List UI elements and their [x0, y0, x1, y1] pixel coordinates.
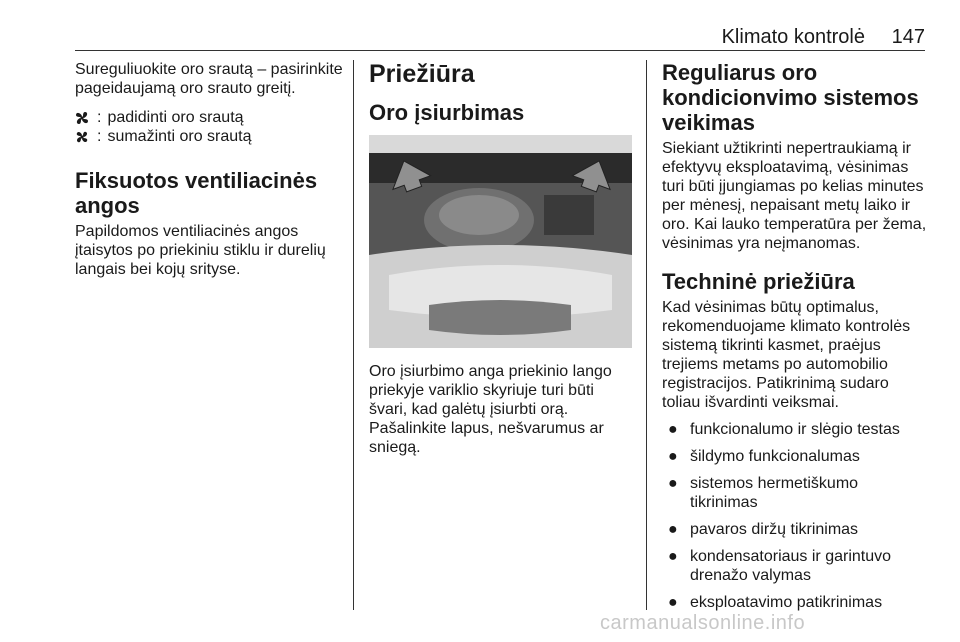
regular-operation-heading: Reguliarus oro kondicionvimo sistemos veikimas [662, 60, 919, 135]
bullet-dot: ● [668, 475, 678, 492]
list-item-text: funkcionalumo ir slėgio testas [690, 421, 900, 438]
bullet-dot: ● [668, 594, 678, 611]
bullet-dot: ● [668, 521, 678, 538]
service-heading: Techninė priežiūra [662, 269, 855, 294]
fan-decrease-icon [75, 130, 89, 144]
list-item [662, 474, 930, 512]
service-text: Kad vėsinimas būtų optimalus, rekomenduojame klimato kontrolės sistemą tikrinti kasmet, praėjus trejiems metams po automobilio registracijos. Patikrinimą sudaro toliau išvardinti veiksmai. [662, 299, 911, 411]
list-item [662, 420, 930, 439]
list-item [662, 593, 930, 612]
list-item [662, 547, 930, 585]
page-header [75, 26, 925, 50]
fan-decrease-row [75, 127, 345, 146]
column-2 [369, 60, 634, 457]
fan-decrease-label: sumažinti oro srautą [107, 128, 252, 145]
fixed-vents-heading: Fiksuotos ventiliacinės angos [75, 168, 318, 218]
fan-increase-row [75, 108, 345, 127]
watermark: carmanualsonline.info [600, 612, 806, 634]
air-intake-heading: Oro įsiurbimas [369, 100, 525, 125]
bullet-dot: ● [668, 548, 678, 565]
column-3 [662, 60, 930, 612]
list-item [662, 520, 930, 539]
fan-increase-icon [75, 111, 89, 125]
list-item-text: kondensatoriaus ir garintuvo drenažo valymas [690, 548, 892, 584]
fan-decrease-colon: : [97, 128, 102, 145]
list-item-text: šildymo funkcionalumas [690, 448, 860, 465]
bullet-dot: ● [668, 421, 678, 438]
service-checklist [662, 420, 930, 612]
fixed-vents-text: Papildomos ventiliacinės angos įtaisytos po priekiniu stiklu ir durelių langais bei kojų srityse. [75, 223, 326, 278]
regular-operation-text: Siekiant užtikrinti nepertraukiamą ir efektyvų eksploatavimą, vėsinimas turi būti įjungiamas po kelias minutes per mėnesį, nepaisant metų laiko ir oro. Kai lauko temperatūra per žema, vėsinimas yra neįmanomas. [662, 140, 927, 252]
list-item-text: pavaros diržų tikrinimas [690, 521, 859, 538]
fan-intro-text: Sureguliuokite oro srautą – pasirinkite pageidaujamą oro srauto greitį. [75, 61, 343, 97]
page-number: 147 [891, 26, 925, 48]
fan-increase-colon: : [97, 109, 102, 126]
header-title: Klimato kontrolė [721, 26, 865, 48]
list-item-text: sistemos hermetiškumo tikrinimas [690, 475, 859, 511]
bullet-dot: ● [668, 448, 678, 465]
list-item [662, 447, 930, 466]
engine-bay-photo [369, 135, 632, 348]
column-divider-1 [353, 60, 354, 610]
header-rule [75, 50, 925, 51]
maintenance-heading: Priežiūra [369, 60, 475, 88]
column-divider-2 [646, 60, 647, 610]
column-1 [75, 60, 345, 279]
fan-increase-label: padidinti oro srautą [107, 109, 244, 126]
list-item-text: eksploatavimo patikrinimas [690, 594, 883, 611]
air-intake-caption: Oro įsiurbimo anga priekinio lango priekyje variklio skyriuje turi būti švari, kad galėtų įsiurbti orą. Pašalinkite lapus, nešvarumus ar sniegą. [369, 363, 612, 456]
